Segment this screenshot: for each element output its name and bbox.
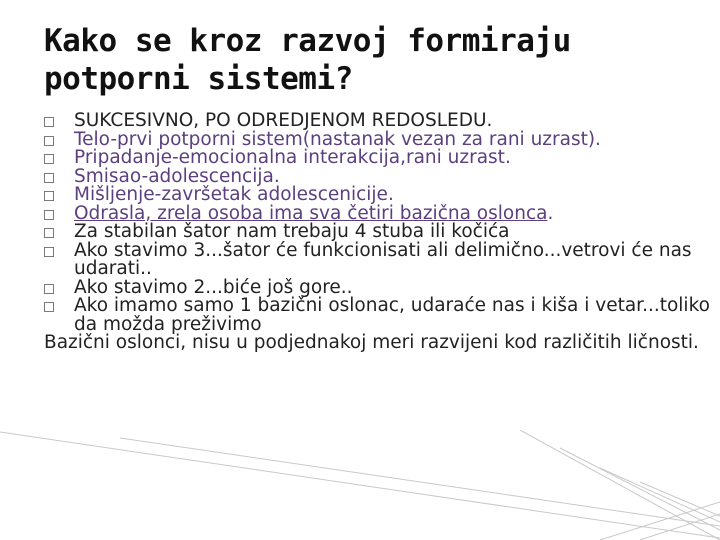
checkbox-bullet-icon: [44, 302, 54, 312]
checkbox-bullet-icon: [44, 210, 54, 220]
checkbox-bullet-icon: [44, 117, 54, 127]
checkbox-bullet-icon: [44, 284, 54, 294]
bullet-item: [44, 239, 716, 279]
checkbox-bullet-icon: [44, 191, 54, 201]
checkbox-bullet-icon: [44, 136, 54, 146]
bullet-text: Za stabilan šator nam trebaju 4 stuba ili kočića: [74, 221, 510, 242]
bullet-text-end: .: [547, 202, 554, 224]
slide-content: [44, 112, 716, 353]
corner-decoration: [0, 430, 720, 540]
checkbox-bullet-icon: [44, 247, 54, 257]
slide-title: Kako se kroz razvoj formiraju potporni sistemi?: [44, 23, 571, 97]
checkbox-bullet-icon: [44, 154, 54, 164]
checkbox-bullet-icon: [44, 173, 54, 183]
bullet-text: Ako imamo samo 1 bazični oslonac, udaraće nas i kiša i vetar...toliko da možda preživimo: [74, 295, 710, 335]
bullet-text: Pripadanje-emocionalna interakcija,rani uzrast.: [74, 147, 511, 168]
bullet-text: SUKCESIVNO, PO ODREDJENOM REDOSLEDU.: [74, 110, 493, 131]
bullet-text: Ako stavimo 2...biće još gore..: [74, 276, 353, 298]
bullet-text: Mišljenje-završetak adolescenicije.: [74, 184, 394, 205]
bullet-text-emphasis: bazična oslonca: [399, 202, 548, 224]
bullet-text: Ako stavimo 3...šator će funkcionisati ali delimično...vetrovi će nas udarati..: [74, 239, 692, 279]
bullet-text: Telo-prvi potporni sistem(nastanak vezan za rani uzrast).: [74, 128, 601, 150]
bullet-text-part: Odrasla, zrela osoba ima sva četiri: [74, 202, 400, 224]
footer-paragraph: Bazični oslonci, nisu u podjednakoj meri razvijeni kod različitih ličnosti.: [44, 332, 699, 353]
checkbox-bullet-icon: [44, 228, 54, 238]
bullet-item: [44, 297, 716, 334]
bullet-text: Smisao-adolescencija.: [74, 165, 280, 187]
